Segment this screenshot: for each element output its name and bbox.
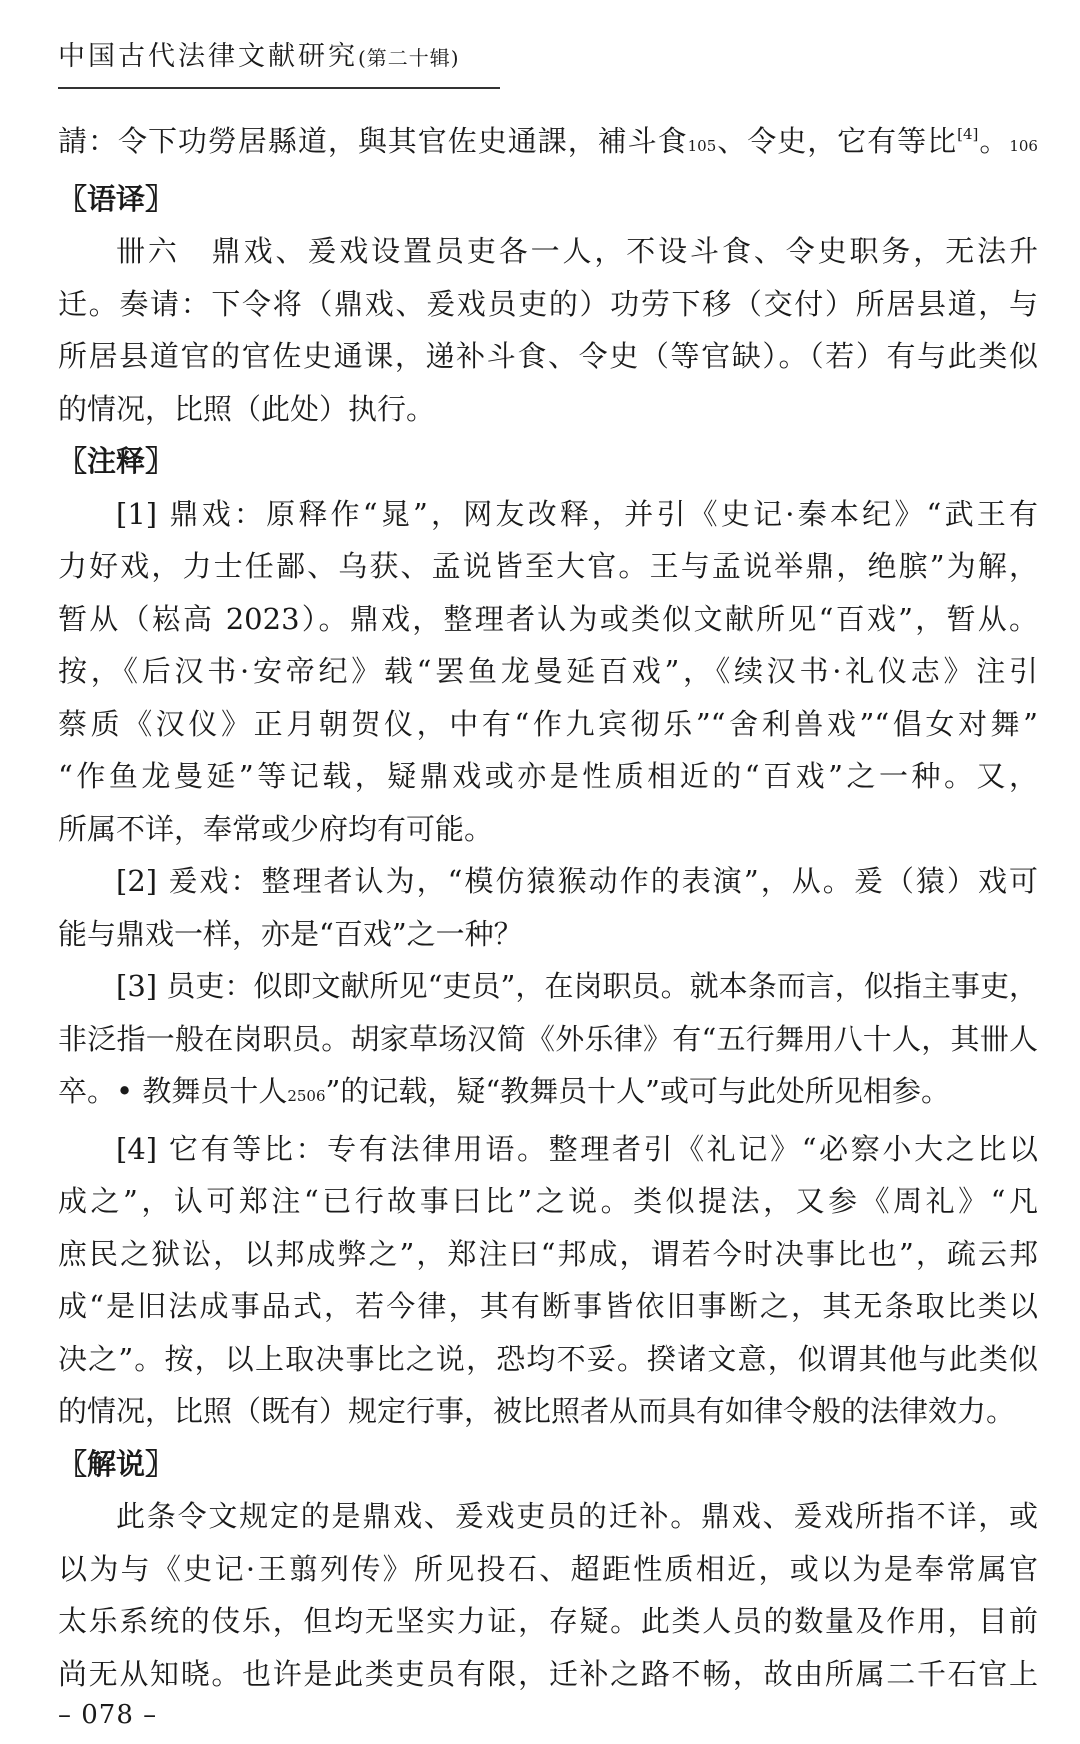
note-line: [3] 员吏：似即文献所见“吏员”，在岗职员。就本条而言，似指主事吏， (116, 969, 1038, 1003)
issue-label: (第二十辑) (358, 46, 460, 70)
paragraph-line: 以为与《史记·王翦列传》所见投石、超距性质相近，或以为是奉常属官 (58, 1551, 1038, 1586)
note-line: 决之”。按，以上取决事比之说，恐均不妥。揆诸文意，似谓其他与此类似 (58, 1341, 1038, 1376)
paragraph-line: 所居县道官的官佐史通课，递补斗食、令史（等官缺）。（若）有与此类似 (58, 339, 1038, 373)
note-line: 能与鼎戏一样，亦是“百戏”之一种？ (58, 916, 523, 951)
note-line: 暂从（崧高 2023）。鼎戏，整理者认为或类似文献所见“百戏”，暂从。 (58, 601, 1038, 636)
paragraph-line: 卌六 鼎戏、爰戏设置员吏各一人，不设斗食、令史职务，无法升 (116, 234, 1038, 268)
section-heading-explanation: 〖解说〗 (58, 1446, 175, 1481)
page-body (58, 108, 1038, 1700)
note-line: 非泛指一般在岗职员。胡家草场汉简《外乐律》有“五行舞用八十人，其卌人 (58, 1021, 1038, 1056)
paragraph-line: 太乐系统的伎乐，但均无坚实力证，存疑。此类人员的数量及作用，目前 (58, 1604, 1038, 1638)
note-line: 所属不详，奉常或少府均有可能。 (58, 811, 494, 846)
note-line: [1] 鼎戏：原释作“晁”，网友改释，并引《史记·秦本纪》“武王有 (116, 496, 1038, 531)
section-heading-translation: 〖语译〗 (58, 181, 175, 216)
note-line: 成之”，认可郑注“已行故事曰比”之说。类似提法，又参《周礼》“凡 (58, 1184, 1038, 1218)
note-line: “作鱼龙曼延”等记载，疑鼎戏或亦是性质相近的“百戏”之一种。又， (58, 759, 1038, 793)
running-header (58, 34, 500, 89)
note-marker: [4] (957, 125, 979, 143)
note-line: 的情况，比照（既有）规定行事，被比照者从而具有如律令般的法律效力。 (58, 1394, 1016, 1428)
note-line: [4] 它有等比：专有法律用语。整理者引《礼记》“必察小大之比以 (116, 1131, 1038, 1166)
page-number: – 078 – (58, 1700, 158, 1730)
paragraph-line: 尚无从知晓。也许是此类吏员有限，迁补之路不畅，故由所属二千石官上 (58, 1656, 1038, 1691)
slip-number: 105 (687, 137, 717, 155)
paragraph-line: 迁。奏请：下令将（鼎戏、爰戏员吏的）功劳下移（交付）所居县道，与 (58, 286, 1038, 321)
note-line: 卒。• 教舞员十人2506”的记载，疑“教舞员十人”或可与此处所见相参。 (58, 1074, 950, 1108)
section-heading-notes: 〖注释〗 (58, 444, 175, 478)
original-text-line: 請：令下功勞居縣道，與其官佐史通課，補斗食105、令史，它有等比[4]。106 (58, 124, 1038, 158)
note-line: 蔡质《汉仪》正月朝贺仪，中有“作九宾彻乐”“舍利兽戏”“倡女对舞” (58, 706, 1038, 741)
paragraph-line: 的情况，比照（此处）执行。 (58, 391, 436, 426)
note-line: 力好戏，力士任鄙、乌获、孟说皆至大官。王与孟说举鼎，绝膑”为解， (58, 549, 1038, 583)
note-line: 庶民之狱讼，以邦成弊之”，郑注曰“邦成，谓若今时决事比也”，疏云邦 (58, 1236, 1038, 1271)
slip-number: 106 (1009, 137, 1038, 155)
note-line: 按，《后汉书·安帝纪》载“罢鱼龙曼延百戏”，《续汉书·礼仪志》注引 (58, 654, 1038, 688)
journal-title: 中国古代法律文献研究 (58, 41, 358, 72)
paragraph-line: 此条令文规定的是鼎戏、爰戏吏员的迁补。鼎戏、爰戏所指不详，或 (116, 1499, 1038, 1533)
note-line: 成“是旧法成事品式，若今律，其有断事皆依旧事断之，其无条取比类以 (58, 1289, 1038, 1323)
slip-number: 2506 (287, 1087, 326, 1105)
note-line: [2] 爰戏：整理者认为，“模仿猿猴动作的表演”，从。爰（猿）戏可 (116, 864, 1038, 898)
